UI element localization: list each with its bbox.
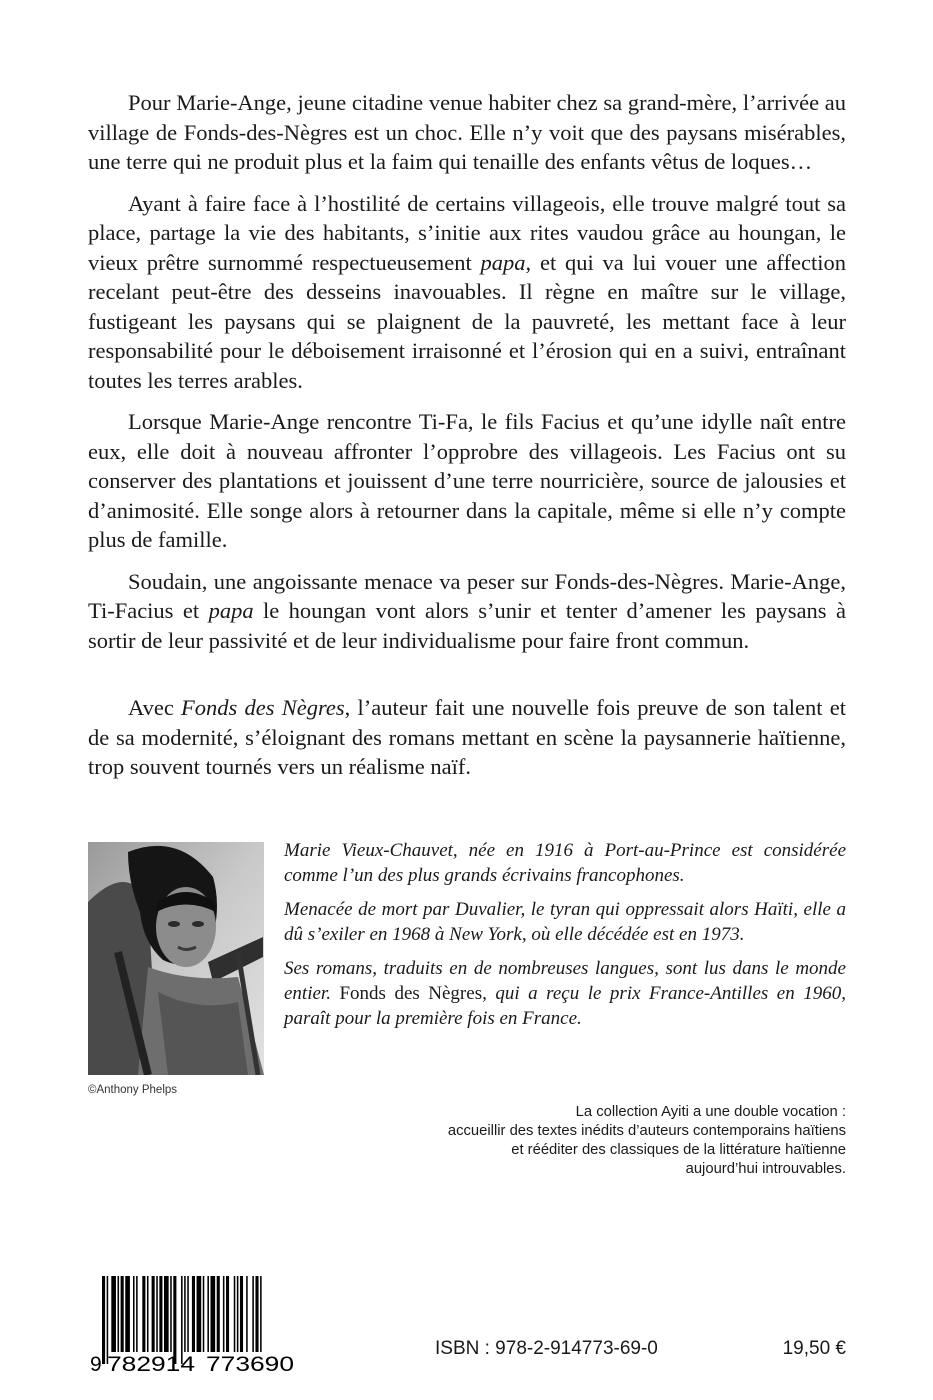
barcode-bar <box>184 1276 186 1352</box>
barcode-bar <box>187 1276 189 1352</box>
collection-line-1: La collection Ayiti a une double vocation : <box>575 1104 846 1120</box>
barcode-bar <box>111 1276 116 1352</box>
collection-note <box>286 1103 846 1179</box>
barcode-bar <box>107 1276 109 1364</box>
synopsis-p4-start: Soudain, une angoissante menace va peser sur Fonds-des-Nègres. Marie-Ange, Ti-Facius et <box>88 568 846 623</box>
barcode-bar <box>125 1276 130 1352</box>
photo-credit: ©Anthony Phelps <box>88 1084 178 1096</box>
bio-paragraph-2: Menacée de mort par Duvalier, le tyran qui oppressait alors Haïti, elle a dû s’exiler en 1968 à New York, où elle décédée est en 1973. <box>284 899 846 945</box>
collection-line-4: aujourd’hui introuvables. <box>685 1161 846 1177</box>
barcode-bar <box>181 1276 183 1364</box>
barcode-bar <box>207 1276 209 1352</box>
synopsis-p4-italic: papa <box>208 598 254 623</box>
isbn: ISBN : 978-2-914773-69-0 <box>435 1338 658 1359</box>
bio-paragraph-3 <box>284 956 846 1031</box>
synopsis-paragraph-1: Pour Marie-Ange, jeune citadine venue habiter chez sa grand-mère, l’arrivée au village de Fonds-des-Nègres est un choc. Elle n’y voit que des paysans misérables, une terre qui ne produit plus et la faim qui tenaille des enfants vêtus de loques… <box>88 90 846 174</box>
author-biography <box>284 838 846 1040</box>
bio-p3-end: , qui a reçu le prix France-Antilles en 1960, paraît pour la première fois en France. <box>284 983 846 1029</box>
bio-paragraph-1: Marie Vieux-Chauvet, née en 1916 à Port-au-Prince est considérée comme l’un des plus grands écrivains francophones. <box>284 840 846 886</box>
barcode-bar <box>142 1276 145 1352</box>
barcode-bar <box>234 1276 236 1352</box>
barcode-bar <box>260 1276 262 1352</box>
barcode-digits-left: 782914 <box>107 1353 196 1375</box>
synopsis-p2-italic: papa <box>480 249 526 275</box>
synopsis-p5-end: , l’auteur fait une nouvelle fois preuve de son talent et de sa modernité, s’éloignant des romans mettant en scène la paysannerie haïtienne, trop souvent tournés vers un réalisme naïf. <box>88 695 847 779</box>
barcode-bar <box>173 1276 176 1364</box>
barcode-bar <box>159 1276 162 1352</box>
barcode-bar <box>197 1276 202 1352</box>
barcode-bar <box>211 1276 216 1352</box>
price: 19,50 € <box>782 1338 846 1359</box>
barcode-bar <box>136 1276 138 1352</box>
barcode-first-digit: 9 <box>90 1353 102 1375</box>
barcode-bars <box>102 1276 262 1364</box>
barcode-bar <box>203 1276 205 1352</box>
barcode-bar <box>246 1276 248 1352</box>
synopsis-p5-title: Fonds des Nègres <box>181 695 345 720</box>
bio-p3-start: Ses romans, traduits en de nombreuses langues, sont lus dans le monde entier. <box>284 958 846 1004</box>
synopsis-p2-start: Ayant à faire face à l’hostilité de certains villageois, elle trouve malgré tout sa place, partage la vie des habitants, s’initie aux rites vaudou grâce au houngan, le vieux prêtre surnommé respectueusement <box>88 190 846 275</box>
barcode-bar <box>223 1276 225 1352</box>
synopsis-p4-end: le houngan vont alors s’unir et tenter d’amener les paysans à sortir de leur passivité et de leur individualisme pour faire front commun. <box>88 598 846 653</box>
author-photo <box>88 842 264 1075</box>
synopsis-p2-end: , et qui va lui vouer une affection recelant peut-être des desseins inavouables. Il règne en maître sur le village, fustigeant les paysans qui se plaignent de la pauvreté, les mettant face à leur responsabilité pour le déboisement irraisonné et l’érosion qui en a suivi, entraînant toutes les terres arables. <box>88 249 846 393</box>
synopsis-paragraph-5 <box>88 693 846 782</box>
barcode-bar <box>217 1276 220 1352</box>
barcode-bar <box>164 1276 169 1352</box>
collection-line-3: et rééditer des classiques de la littérature haïtienne <box>511 1142 846 1158</box>
barcode-bar <box>252 1276 254 1352</box>
synopsis-paragraph-2 <box>88 189 846 396</box>
barcode-bar <box>118 1276 120 1352</box>
author-portrait-image <box>88 842 264 1075</box>
barcode-digits-right: 773690 <box>206 1353 294 1375</box>
barcode-bar <box>121 1276 124 1352</box>
synopsis <box>88 88 846 794</box>
barcode-bar <box>170 1276 172 1352</box>
barcode-bar <box>133 1276 135 1352</box>
barcode-bar <box>147 1276 149 1352</box>
bio-p3-title: Fonds des Nègres <box>330 983 483 1004</box>
barcode-bar <box>156 1276 158 1352</box>
barcode <box>86 1276 310 1375</box>
synopsis-p5-start: Avec <box>128 695 182 720</box>
synopsis-paragraph-4 <box>88 567 846 656</box>
synopsis-paragraph-3: Lorsque Marie-Ange rencontre Ti-Fa, le fils Facius et qu’une idylle naît entre eux, elle doit à nouveau affronter l’opprobre des villageois. Les Facius ont su conserver des plantations et jouissent d’une terre nourricière, source de jalousies et d’animosité. Elle songe alors à retourner dans la capitale, même si elle n’y compte plus de famille. <box>88 409 846 552</box>
barcode-bar <box>226 1276 229 1352</box>
barcode-bar <box>102 1276 105 1364</box>
barcode-bar <box>237 1276 239 1352</box>
collection-line-2: accueillir des textes inédits d’auteurs contemporains haïtiens <box>447 1123 846 1139</box>
barcode-bar <box>152 1276 155 1352</box>
barcode-bar <box>192 1276 195 1352</box>
barcode-bar <box>255 1276 258 1352</box>
barcode-bar <box>240 1276 243 1352</box>
